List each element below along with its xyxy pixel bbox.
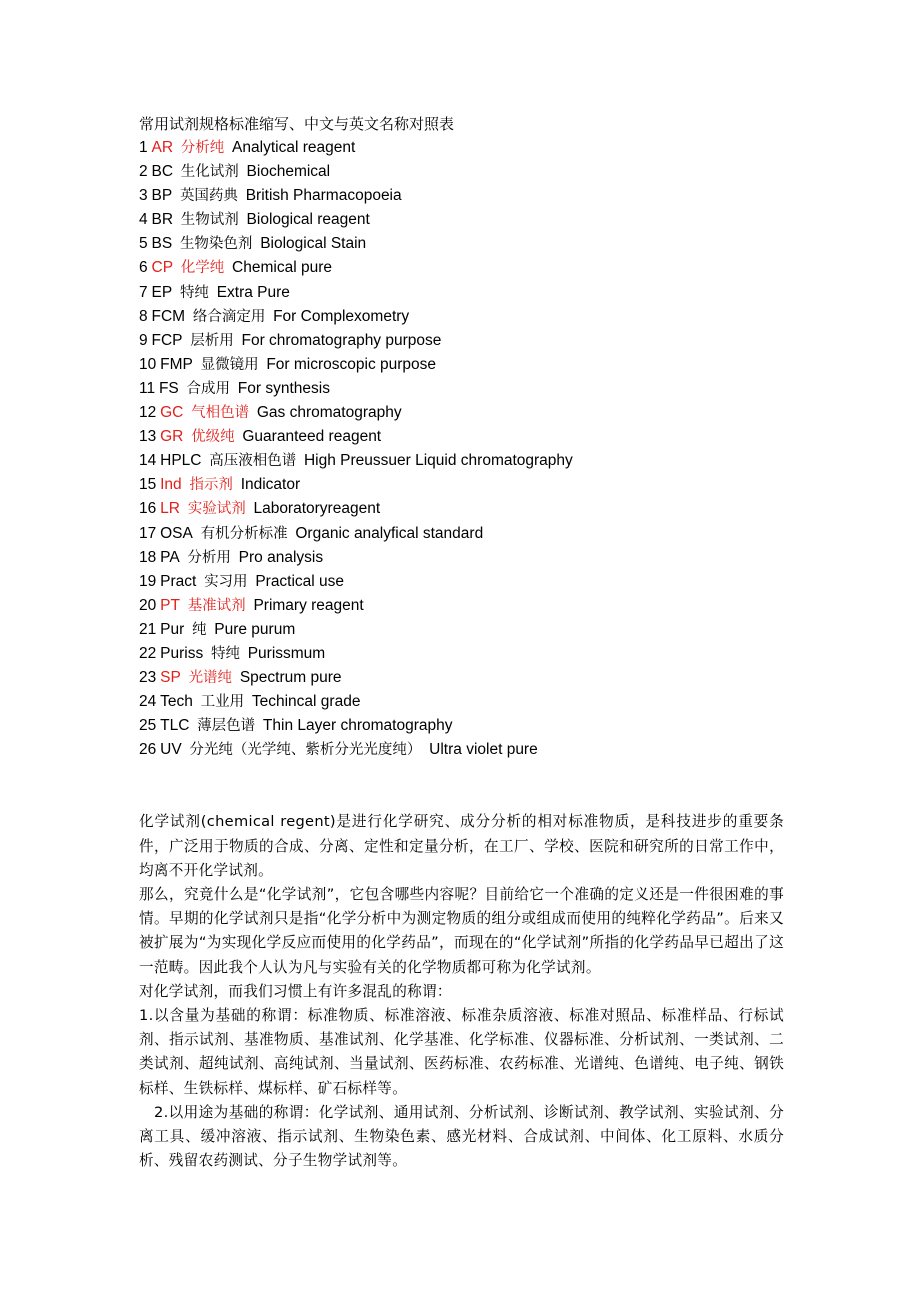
item-number: 10 xyxy=(139,355,157,373)
item-abbreviation: SP xyxy=(160,669,181,687)
list-item xyxy=(139,184,784,208)
item-number: 17 xyxy=(139,524,157,542)
item-english-name: British Pharmacopoeia xyxy=(245,187,402,205)
item-abbreviation: HPLC xyxy=(160,452,202,470)
item-abbreviation: PA xyxy=(160,548,180,566)
item-english-name: Spectrum pure xyxy=(239,669,342,687)
item-abbreviation: Pract xyxy=(160,572,197,590)
list-item xyxy=(139,208,784,232)
section-spacer xyxy=(139,762,784,810)
item-english-name: Biological reagent xyxy=(246,211,370,229)
item-number: 16 xyxy=(139,500,157,518)
list-item xyxy=(139,401,784,425)
item-chinese-name: 指示剂 xyxy=(189,477,233,494)
definition-paragraph: 那么，究竟什么是“化学试剂”，它包含哪些内容呢？目前给它一个准确的定义还是一件很困难的事情。早期的化学试剂只是指“化学分析中为测定物质的组分或组成而使用的纯粹化学药品”。后来又被扩展为“为实现化学反应而使用的化学药品”，而现在的“化学试剂”所指的化学药品早已超出了这一范畴。因此我个人认为凡与实验有关的化学物质都可称为化学试剂。 xyxy=(139,886,784,976)
item-number: 8 xyxy=(139,307,148,325)
item-abbreviation: UV xyxy=(160,741,182,759)
item-abbreviation: BP xyxy=(151,187,173,205)
list-item xyxy=(139,329,784,353)
reagent-abbreviation-list xyxy=(139,136,784,762)
list-item xyxy=(139,256,784,280)
item-english-name: For microscopic purpose xyxy=(266,355,437,373)
item-abbreviation: BC xyxy=(151,163,174,181)
item-chinese-name: 生物试剂 xyxy=(180,212,239,229)
item-number: 11 xyxy=(139,379,156,397)
item-number: 18 xyxy=(139,548,157,566)
item-chinese-name: 有机分析标准 xyxy=(200,525,288,542)
item-number: 23 xyxy=(139,669,157,687)
list-item xyxy=(139,232,784,256)
item-english-name: For chromatography purpose xyxy=(241,331,442,349)
list-item xyxy=(139,594,784,618)
item-abbreviation: OSA xyxy=(160,524,193,542)
item-number: 22 xyxy=(139,644,157,662)
item-chinese-name: 分析纯 xyxy=(180,140,225,156)
item-abbreviation: BS xyxy=(151,235,173,253)
list-item xyxy=(139,473,784,497)
list-item xyxy=(139,136,784,160)
item-english-name: Primary reagent xyxy=(253,596,364,614)
item-number: 12 xyxy=(139,404,157,422)
item-number: 2 xyxy=(139,163,148,181)
item-english-name: Techincal grade xyxy=(251,693,361,711)
item-abbreviation: CP xyxy=(151,259,174,277)
item-number: 25 xyxy=(139,717,157,735)
item-chinese-name: 层析用 xyxy=(190,332,234,349)
list-item xyxy=(139,497,784,521)
list-item xyxy=(139,160,784,184)
list-item xyxy=(139,714,784,738)
item-number: 19 xyxy=(139,572,157,590)
content-based-names-paragraph: 1.以含量为基础的称谓：标准物质、标准溶液、标准杂质溶液、标准对照品、标准样品、行标试剂、指示试剂、基准物质、基准试剂、化学基准、化学标准、仪器标准、分析试剂、一类试剂、二类试剂、超纯试剂、高纯试剂、当量试剂、医药标准、农药标准、光谱纯、色谱纯、电子纯、钢铁标样、生铁标样、煤标样、矿石标样等。 xyxy=(139,1007,784,1097)
item-number: 24 xyxy=(139,693,157,711)
list-item xyxy=(139,570,784,594)
item-chinese-name: 基准试剂 xyxy=(187,597,246,614)
item-english-name: Purissmum xyxy=(247,644,326,662)
item-english-name: Gas chromatography xyxy=(256,404,402,422)
body-text xyxy=(139,810,784,1173)
item-english-name: Practical use xyxy=(255,572,345,590)
item-english-name: Biological Stain xyxy=(260,235,367,253)
item-chinese-name: 特纯 xyxy=(210,645,240,662)
item-english-name: Pro analysis xyxy=(238,548,324,566)
list-item xyxy=(139,353,784,377)
list-item xyxy=(139,618,784,642)
item-abbreviation: Puriss xyxy=(160,644,204,662)
list-item xyxy=(139,281,784,305)
item-abbreviation: FMP xyxy=(160,355,193,373)
item-english-name: Thin Layer chromatography xyxy=(262,717,453,735)
item-chinese-name: 化学纯 xyxy=(180,260,225,277)
list-item xyxy=(139,690,784,714)
item-chinese-name: 实验试剂 xyxy=(187,501,246,518)
list-item xyxy=(139,449,784,473)
item-chinese-name: 工业用 xyxy=(200,694,245,711)
item-english-name: Indicator xyxy=(240,476,301,494)
item-abbreviation: FCM xyxy=(151,307,186,325)
item-number: 5 xyxy=(139,235,148,253)
item-english-name: Extra Pure xyxy=(216,283,290,301)
item-number: 26 xyxy=(139,741,157,759)
item-chinese-name: 特纯 xyxy=(179,284,209,301)
item-abbreviation: GR xyxy=(160,428,184,446)
item-english-name: Biochemical xyxy=(246,163,331,181)
item-chinese-name: 英国药典 xyxy=(179,188,238,205)
item-chinese-name: 合成用 xyxy=(186,380,231,397)
item-number: 6 xyxy=(139,259,148,277)
item-number: 21 xyxy=(139,620,157,638)
item-chinese-name: 生物染色剂 xyxy=(179,236,253,253)
item-english-name: Pure purum xyxy=(214,620,296,638)
item-abbreviation: GC xyxy=(160,404,184,422)
item-chinese-name: 高压液相色谱 xyxy=(209,453,297,470)
item-english-name: Chemical pure xyxy=(232,259,332,277)
document-title: 常用试剂规格标准缩写、中文与英文名称对照表 xyxy=(139,115,455,133)
item-chinese-name: 光谱纯 xyxy=(188,670,233,687)
item-chinese-name: 生化试剂 xyxy=(180,164,239,181)
item-abbreviation: LR xyxy=(160,500,180,518)
item-chinese-name: 纯 xyxy=(192,621,207,638)
usage-based-names-paragraph: 2.以用途为基础的称谓：化学试剂、通用试剂、分析试剂、诊断试剂、教学试剂、实验试剂、分离工具、缓冲溶液、指示试剂、生物染色素、感光材料、合成试剂、中间体、化工原料、水质分析、残留农药测试、分子生物学试剂等。 xyxy=(139,1103,784,1170)
item-chinese-name: 实习用 xyxy=(204,573,248,590)
item-number: 15 xyxy=(139,476,157,494)
item-english-name: Ultra violet pure xyxy=(429,741,538,759)
item-abbreviation: FCP xyxy=(151,331,183,349)
item-abbreviation: EP xyxy=(151,283,173,301)
list-item xyxy=(139,546,784,570)
naming-intro-paragraph: 对化学试剂，而我们习惯上有许多混乱的称谓： xyxy=(139,982,452,1000)
item-abbreviation: FS xyxy=(158,379,179,397)
item-abbreviation: Tech xyxy=(160,693,193,711)
item-chinese-name: 络合滴定用 xyxy=(192,308,266,325)
item-chinese-name: 气相色谱 xyxy=(191,405,250,422)
item-abbreviation: TLC xyxy=(160,717,190,735)
item-abbreviation: Ind xyxy=(160,476,182,494)
list-item xyxy=(139,642,784,666)
list-item xyxy=(139,305,784,329)
item-english-name: For synthesis xyxy=(237,379,330,397)
item-abbreviation: PT xyxy=(160,596,180,614)
item-english-name: For Complexometry xyxy=(273,307,410,325)
item-chinese-name: 薄层色谱 xyxy=(197,718,256,735)
item-number: 9 xyxy=(139,331,148,349)
list-item xyxy=(139,738,784,762)
item-english-name: Laboratoryreagent xyxy=(253,500,381,518)
item-number: 4 xyxy=(139,211,148,229)
item-abbreviation: AR xyxy=(151,139,174,156)
item-chinese-name: 优级纯 xyxy=(191,429,235,446)
item-chinese-name: 分光纯（光学纯、紫析分光光度纯） xyxy=(189,742,422,759)
item-english-name: Analytical reagent xyxy=(232,139,356,156)
list-item xyxy=(139,425,784,449)
item-number: 7 xyxy=(139,283,148,301)
list-item xyxy=(139,377,784,401)
document-page xyxy=(139,112,784,1173)
item-english-name: Guaranteed reagent xyxy=(242,428,382,446)
item-chinese-name: 分析用 xyxy=(187,549,231,566)
item-english-name: Organic analyfical standard xyxy=(295,524,484,542)
item-number: 13 xyxy=(139,428,157,446)
item-chinese-name: 显微镜用 xyxy=(200,356,259,373)
list-item xyxy=(139,522,784,546)
intro-paragraph: 化学试剂(chemical regent)是进行化学研究、成分分析的相对标准物质，是科技进步的重要条件，广泛用于物质的合成、分离、定性和定量分析，在工厂、学校、医院和研究所的日常工作中，均离不开化学试剂。 xyxy=(139,813,784,879)
item-number: 20 xyxy=(139,596,157,614)
item-abbreviation: BR xyxy=(151,211,174,229)
item-number: 14 xyxy=(139,452,157,470)
item-abbreviation: Pur xyxy=(160,620,185,638)
item-english-name: High Preussuer Liquid chromatography xyxy=(303,452,573,470)
item-number: 3 xyxy=(139,187,148,205)
item-number: 1 xyxy=(139,139,148,156)
list-item xyxy=(139,666,784,690)
